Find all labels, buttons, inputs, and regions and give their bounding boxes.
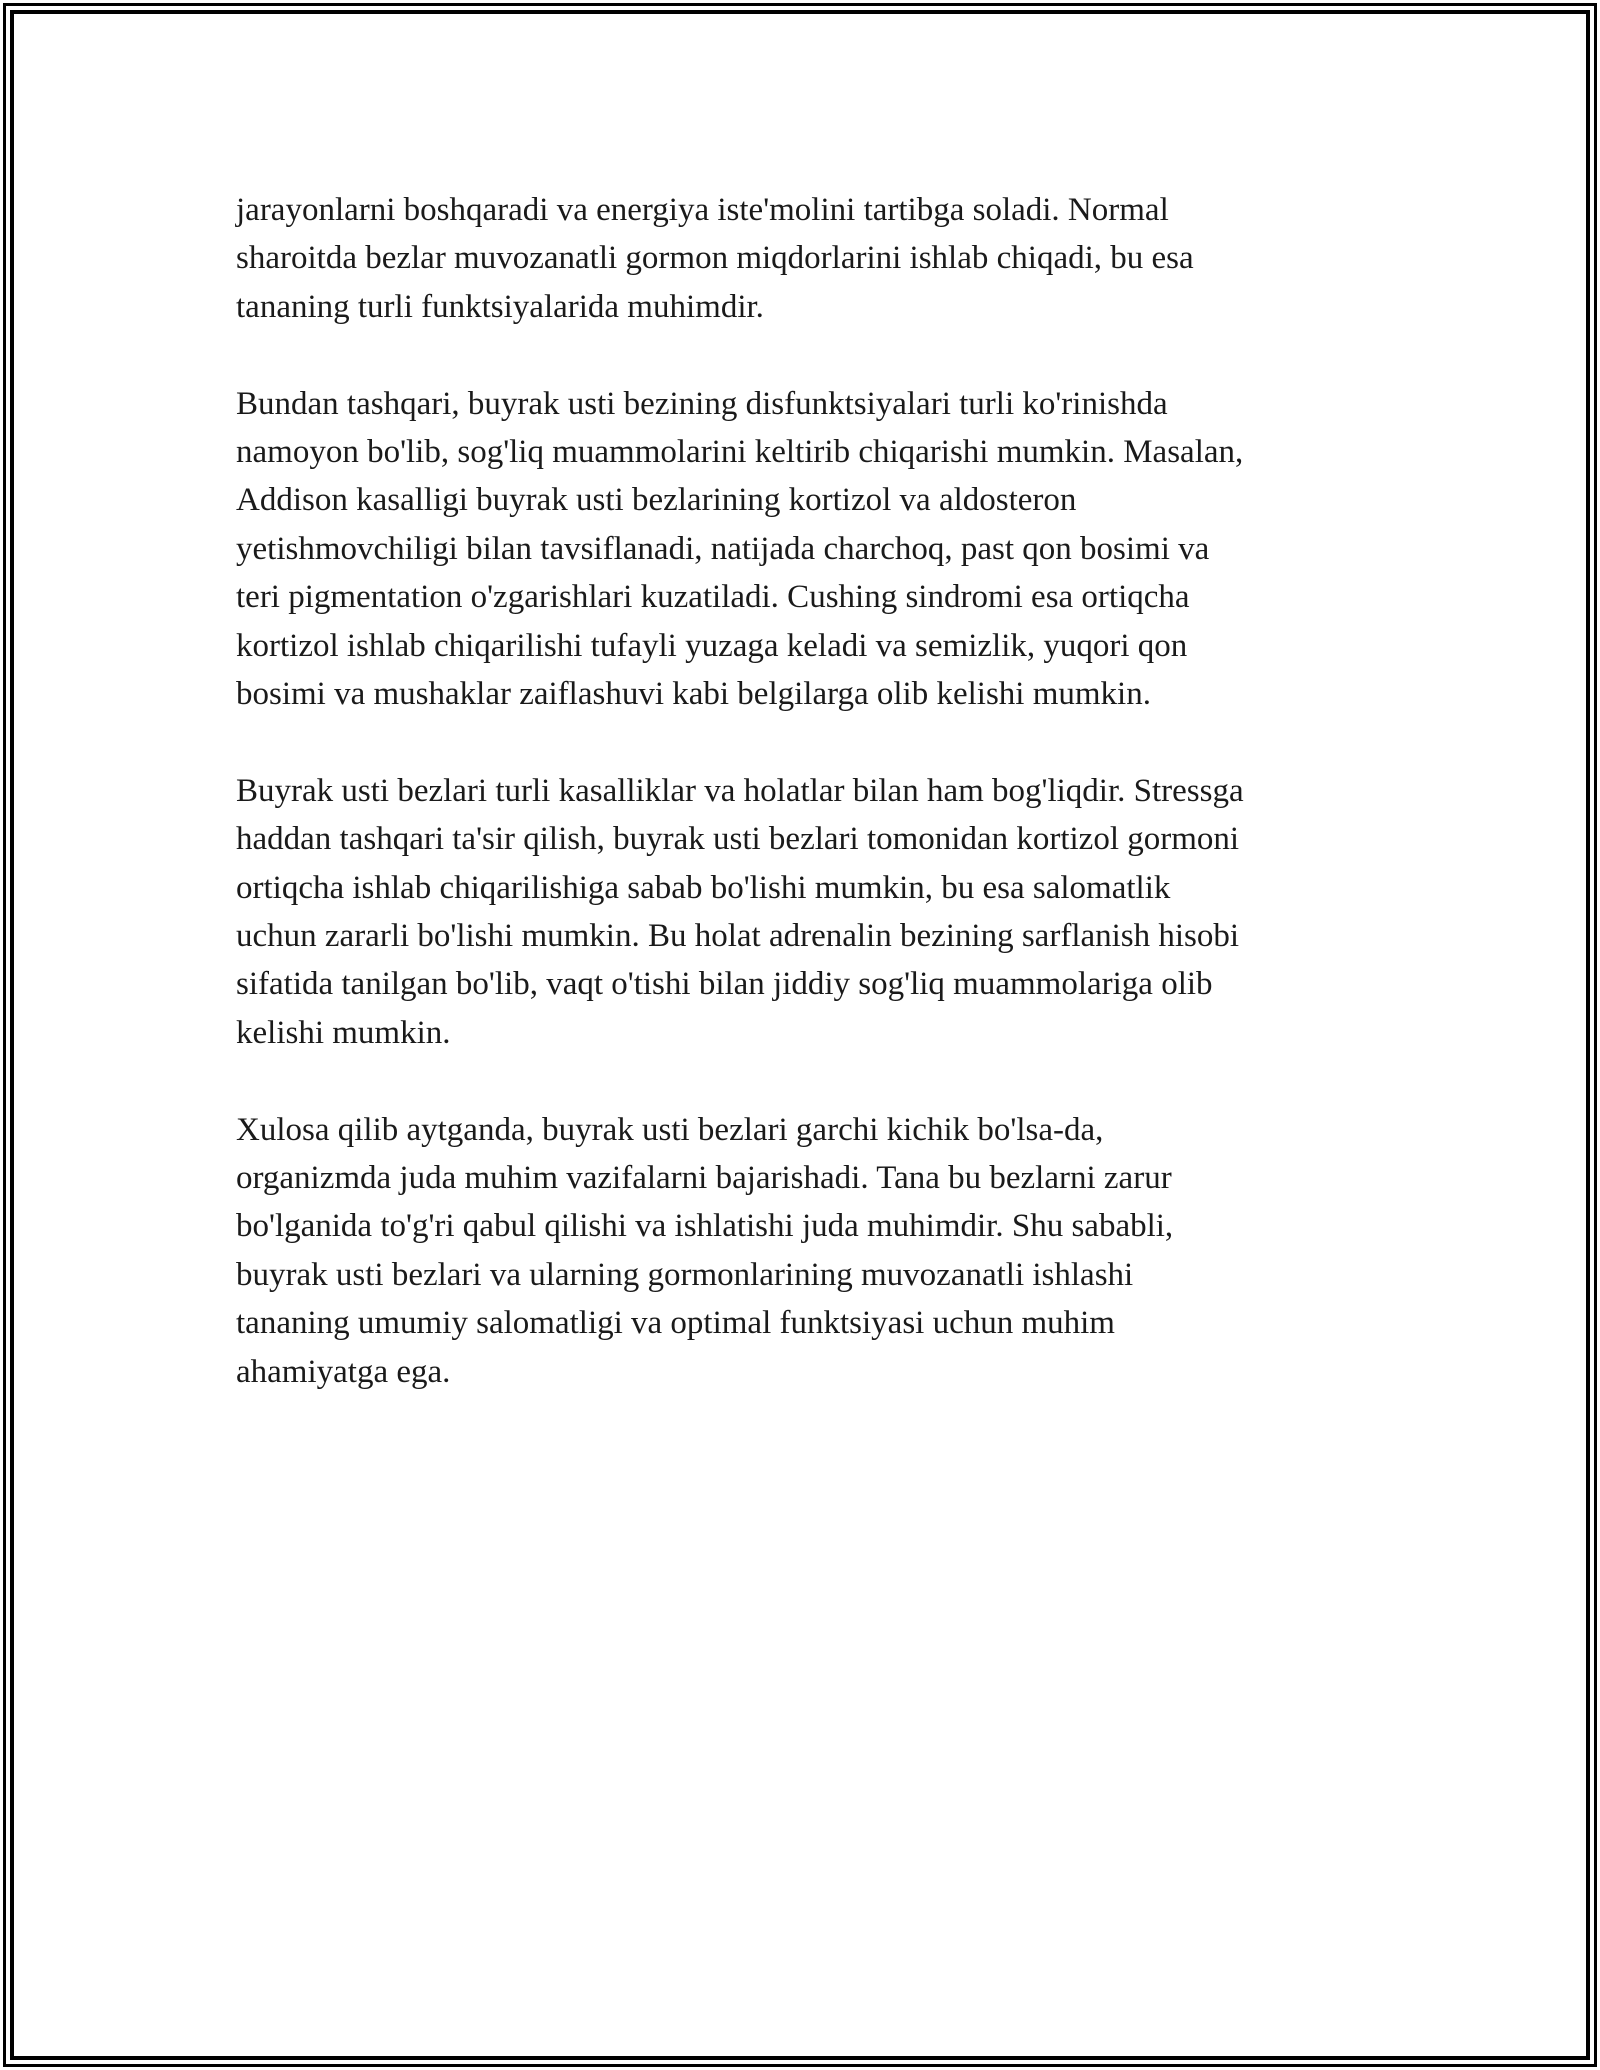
paragraph-1: jarayonlarni boshqaradi va energiya iste'molini tartibga soladi. Normal sharoitda bezlar muvozanatli gormon miqdorlarini ishlab chiqadi, bu esa tananing turli funktsiyalarida muhimdir. (236, 192, 1194, 325)
paragraph-4: Xulosa qilib aytganda, buyrak usti bezlari garchi kichik bo'lsa-da, organizmda juda muhim vazifalarni bajarishadi. Tana bu bezlarni zarur bo'lganida to'g'ri qabul qilishi va ishlatishi juda muhimdir. Shu sababli, buyrak usti bezlari va ularning gormonlarining muvozanatli ishlashi tananing umumiy salomatligi va optimal funktsiyasi uchun muhim ahamiyatga ega. (236, 1111, 1174, 1390)
document-body (236, 186, 1366, 1396)
paragraph-2: Bundan tashqari, buyrak usti bezining disfunktsiyalari turli ko'rinishda namoyon bo'lib, sog'liq muammolarini keltirib chiqarishi mumkin. Masalan, Addison kasalligi buyrak usti bezlarining kortizol va aldosteron yetishmovchiligi bilan tavsiflanadi, natijada charchoq, past qon bosimi va teri pigmentation o'zgarishlari kuzatiladi. Cushing sindromi esa ortiqcha kortizol ishlab chiqarilishi tufayli yuzaga keladi va semizlik, yuqori qon bosimi va mushaklar zaiflashuvi kabi belgilarga olib kelishi mumkin. (236, 385, 1244, 713)
paragraph-3: Buyrak usti bezlari turli kasalliklar va holatlar bilan ham bog'liqdir. Stressga haddan tashqari ta'sir qilish, buyrak usti bezlari tomonidan kortizol gormoni ortiqcha ishlab chiqarilishiga sabab bo'lishi mumkin, bu esa salomatlik uchun zararli bo'lishi mumkin. Bu holat adrenalin bezining sarflanish hisobi sifatida tanilgan bo'lib, vaqt o'tishi bilan jiddiy sog'liq muammolariga olib kelishi mumkin. (236, 772, 1244, 1051)
